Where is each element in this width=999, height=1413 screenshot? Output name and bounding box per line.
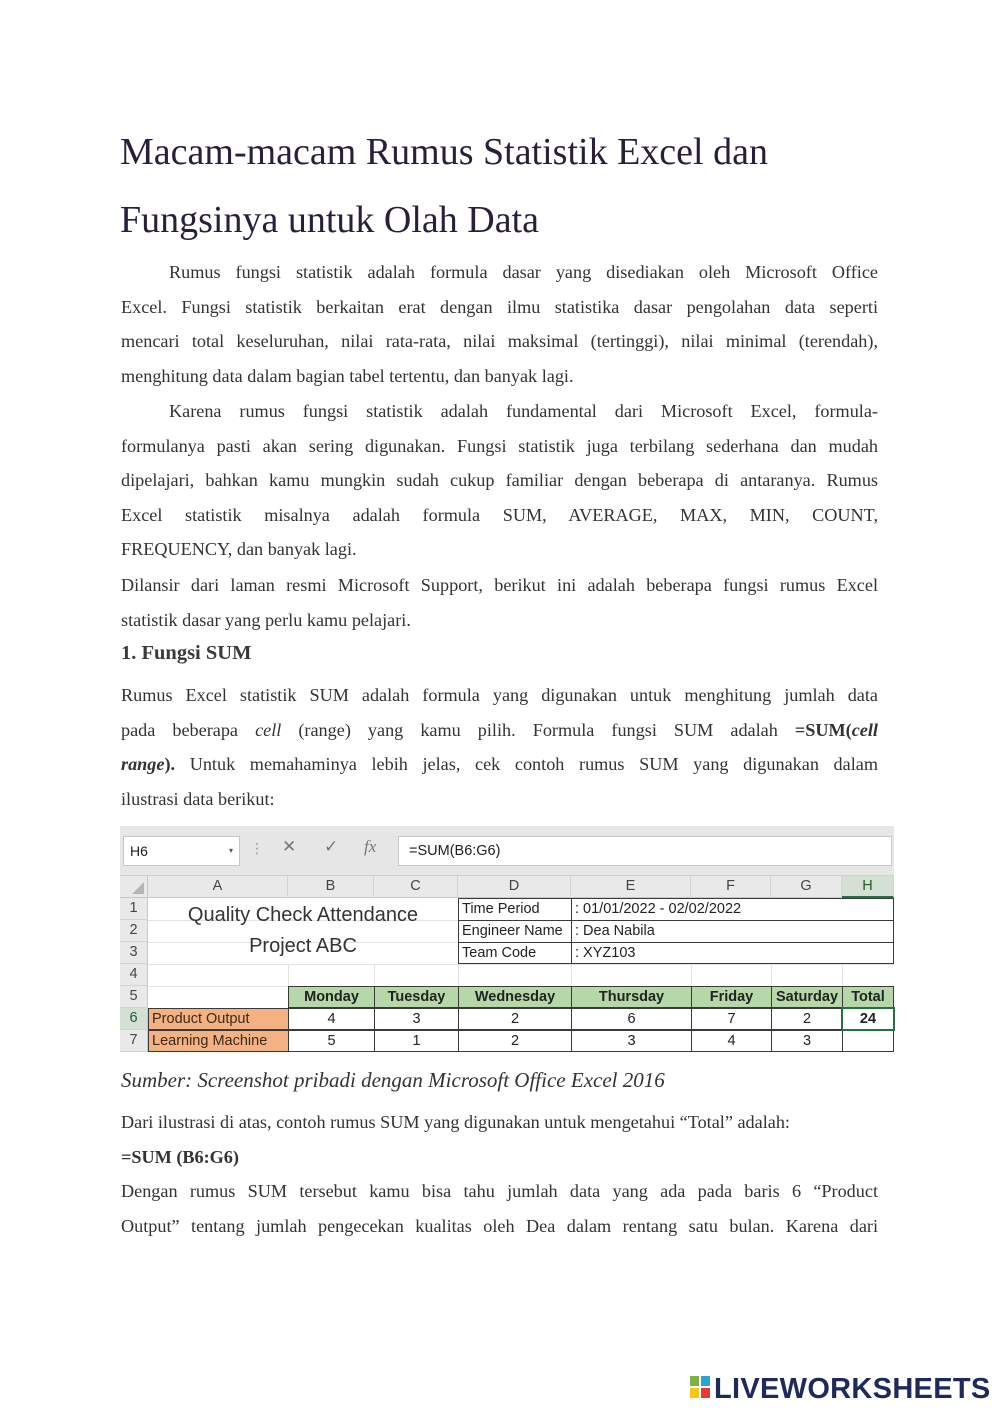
day-header-saturday: Saturday [771, 986, 843, 1008]
liveworksheets-icon [690, 1376, 712, 1400]
text-line: Output” tentang jumlah pengecekan kualitas oleh Dea dalam rentang satu bulan. Karena dari [121, 1215, 878, 1236]
sheet-title-line-1: Quality Check Attendance [187, 904, 419, 926]
formula-range-italic: range [121, 754, 165, 775]
function-icon[interactable]: fx [364, 837, 377, 856]
row-header-1[interactable]: 1 [120, 898, 148, 920]
row-label-product-output: Product Output [148, 1008, 289, 1030]
image-caption: Sumber: Screenshot pribadi dengan Microsoft Office Excel 2016 [121, 1068, 665, 1092]
paragraph-intro [121, 255, 878, 393]
paragraph-explanation [121, 1105, 878, 1243]
table-cell[interactable]: 1 [374, 1030, 459, 1052]
table-cell[interactable]: 2 [458, 1030, 572, 1052]
name-box[interactable] [123, 836, 240, 866]
text-line: mencari total keseluruhan, nilai rata-rata, nilai maksimal (tertinggi), nilai minimal (terendah), [121, 331, 878, 352]
text-line: FREQUENCY, dan banyak lagi. [121, 539, 357, 560]
text-line: Excel statistik misalnya adalah formula SUM, AVERAGE, MAX, MIN, COUNT, [121, 504, 878, 525]
select-all-corner[interactable] [120, 876, 148, 898]
active-cell-selection [841, 1007, 895, 1031]
page-title [120, 118, 900, 254]
table-cell[interactable]: 6 [571, 1008, 692, 1030]
title-line-1: Macam-macam Rumus Statistik Excel dan [120, 131, 768, 173]
formula-cell-italic: cell [851, 719, 878, 740]
column-header-b[interactable]: B [288, 876, 374, 898]
paragraph-sum [121, 678, 878, 816]
day-header-thursday: Thursday [571, 986, 692, 1008]
section-heading-sum: 1. Fungsi SUM [121, 642, 252, 664]
italic-cell: cell [255, 719, 282, 740]
text-line: Rumus fungsi statistik adalah formula dasar yang disediakan oleh Microsoft Office [169, 262, 878, 282]
drag-handle-icon[interactable]: ⋮ [250, 840, 263, 856]
table-cell[interactable]: 3 [374, 1008, 459, 1030]
text-fragment: (range) yang kamu pilih. Formula fungsi SUM adalah [281, 719, 795, 740]
formula-close: ). [164, 754, 176, 775]
table-cell[interactable]: 3 [571, 1030, 692, 1052]
table-cell[interactable] [842, 1030, 894, 1052]
table-cell[interactable]: 4 [288, 1008, 375, 1030]
info-label-engineer: Engineer Name [458, 920, 572, 942]
text-line: Rumus Excel statistik SUM adalah formula yang digunakan untuk menghitung jumlah data [121, 685, 878, 705]
cancel-icon[interactable]: ✕ [282, 837, 297, 856]
table-cell[interactable]: 2 [771, 1008, 843, 1030]
day-header-total: Total [842, 986, 894, 1008]
day-header-friday: Friday [691, 986, 772, 1008]
name-box-value: H6 [130, 843, 148, 859]
info-value-team-code: : XYZ103 [571, 942, 894, 964]
logo-text: LIVEWORKSHEETS [714, 1373, 991, 1405]
column-header-e[interactable]: E [571, 876, 691, 898]
row-header-7[interactable]: 7 [120, 1030, 148, 1052]
sheet-title-line-2: Project ABC [249, 935, 357, 957]
column-header-c[interactable]: C [374, 876, 458, 898]
table-cell[interactable]: 5 [288, 1030, 375, 1052]
info-value-engineer: : Dea Nabila [571, 920, 894, 942]
text-fragment: pada beberapa [121, 719, 256, 740]
spreadsheet-grid [120, 876, 894, 1051]
text-line: formulanya pasti akan sering digunakan. Fungsi statistik juga terbilang sederhana dan mudah [121, 435, 878, 456]
column-header-h[interactable]: H [842, 876, 894, 898]
formula-bold: =SUM( [794, 719, 852, 740]
paragraph-fundamental [121, 394, 878, 567]
text-line: Dari ilustrasi di atas, contoh rumus SUM yang digunakan untuk mengetahui “Total” adalah: [121, 1112, 790, 1132]
day-header-monday: Monday [288, 986, 375, 1008]
row-header-3[interactable]: 3 [120, 942, 148, 964]
column-header-f[interactable]: F [691, 876, 771, 898]
formula-example: =SUM (B6:G6) [121, 1146, 239, 1167]
text-line [121, 713, 878, 748]
text-line: Dilansir dari laman resmi Microsoft Support, berikut ini adalah beberapa fungsi rumus Excel [121, 575, 878, 595]
text-line: ilustrasi data berikut: [121, 788, 275, 809]
text-line [121, 747, 878, 782]
text-line: Dengan rumus SUM tersebut kamu bisa tahu jumlah data yang ada pada baris 6 “Product [121, 1181, 878, 1202]
column-header-a[interactable]: A [148, 876, 288, 898]
table-cell[interactable]: 3 [771, 1030, 843, 1052]
day-header-wednesday: Wednesday [458, 986, 572, 1008]
total-cell-h6[interactable]: 24 [842, 1008, 894, 1030]
sheet-title [148, 898, 458, 964]
column-header-g[interactable]: G [771, 876, 842, 898]
title-line-2: Fungsinya untuk Olah Data [120, 199, 540, 241]
column-header-d[interactable]: D [458, 876, 571, 898]
text-line: statistik dasar yang perlu kamu pelajari. [121, 609, 411, 630]
row-header-2[interactable]: 2 [120, 920, 148, 942]
row-header-5[interactable]: 5 [120, 986, 148, 1008]
info-value-time-period: : 01/01/2022 - 02/02/2022 [571, 898, 894, 920]
text-line: menghitung data dalam bagian tabel tertentu, dan banyak lagi. [121, 365, 574, 386]
day-header-tuesday: Tuesday [374, 986, 459, 1008]
table-cell[interactable]: 2 [458, 1008, 572, 1030]
text-fragment: Untuk memahaminya lebih jelas, cek contoh rumus SUM yang digunakan dalam [175, 754, 878, 775]
text-line: Excel. Fungsi statistik berkaitan erat dengan ilmu statistika dasar pengolahan data seperti [121, 296, 878, 317]
row-header-4[interactable]: 4 [120, 964, 148, 986]
table-cell[interactable]: 4 [691, 1030, 772, 1052]
row-header-6[interactable]: 6 [120, 1008, 148, 1030]
formula-bar [120, 826, 894, 876]
table-cell[interactable]: 7 [691, 1008, 772, 1030]
row-label-learning-machine: Learning Machine [148, 1030, 289, 1052]
liveworksheets-logo [690, 1374, 991, 1404]
info-label-time-period: Time Period [458, 898, 572, 920]
formula-input[interactable]: =SUM(B6:G6) [398, 836, 892, 866]
excel-screenshot [120, 826, 894, 1054]
paragraph-source [121, 568, 878, 637]
chevron-down-icon[interactable]: ▾ [228, 846, 233, 855]
info-label-team-code: Team Code [458, 942, 572, 964]
text-line: Karena rumus fungsi statistik adalah fundamental dari Microsoft Excel, formula- [169, 401, 878, 421]
enter-icon[interactable]: ✓ [324, 837, 339, 856]
text-line: dipelajari, bahkan kamu mungkin sudah cukup familiar dengan beberapa di antaranya. Rumus [121, 470, 878, 491]
